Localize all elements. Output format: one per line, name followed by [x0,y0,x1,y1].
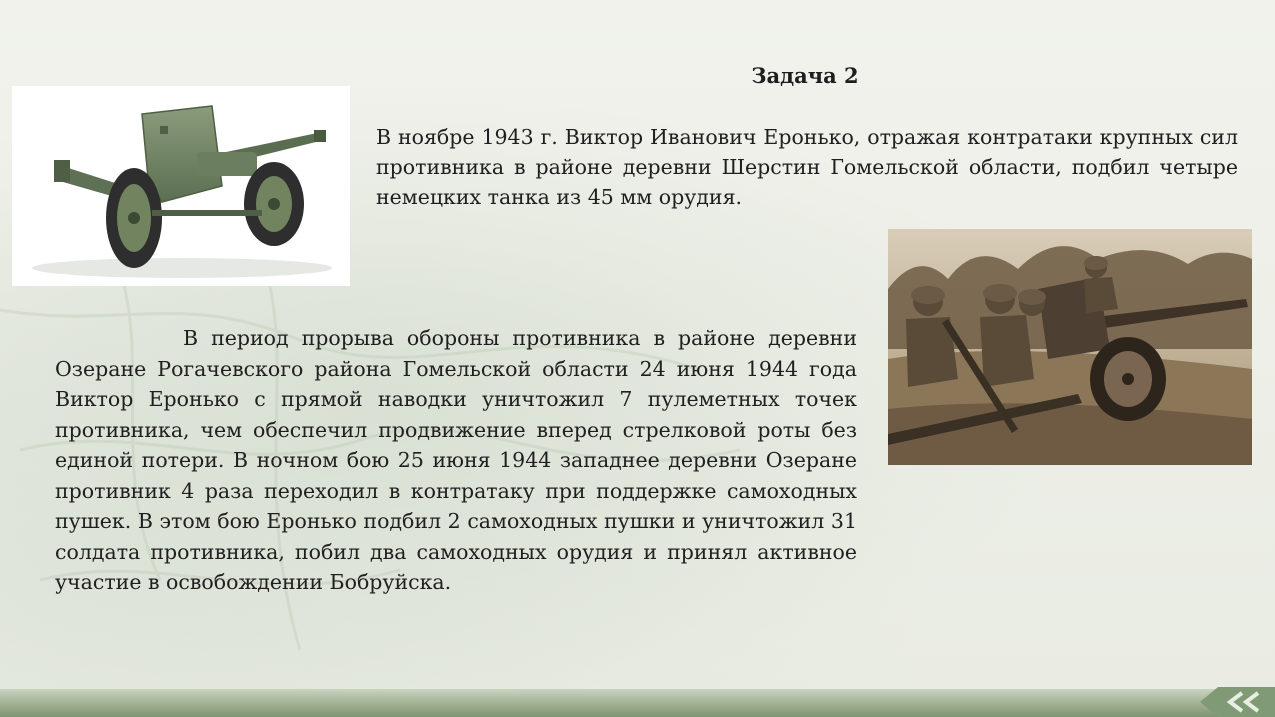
battle-photo [888,229,1252,465]
soldiers-with-gun-illustration [888,229,1252,465]
anti-tank-gun-illustration [12,86,350,286]
cannon-photo [12,86,350,286]
chevron-left-icon[interactable] [1200,687,1275,717]
paragraph-main: В период прорыва обороны противника в районе деревни Озеране Рогачевского района Гомельской области 24 июня 1944 года Виктор Еронько с прямой наводки уничтожил 7 пулеметных точек противника, чем обеспечил продвижение вперед стрелковой роты без единой потери. В ночном бою 25 июня 1944 западнее деревни Озеране противник 4 раза переходил в контратаку при поддержке самоходных пушек. В этом бою Еронько подбил 2 самоходных пушки и уничтожил 31 солдата противника, побил два самоходных орудия и принял активное участие в освобождении Бобруйска. [55,326,857,594]
slide-title: Задача 2 [751,63,859,88]
footer-bar [0,689,1275,717]
paragraph-intro: В ноябре 1943 г. Виктор Иванович Еронько, отражая контратаки крупных сил противника в районе деревни Шерстин Гомельской области, подбил четыре немецких танка из 45 мм орудия. [376,125,1238,209]
